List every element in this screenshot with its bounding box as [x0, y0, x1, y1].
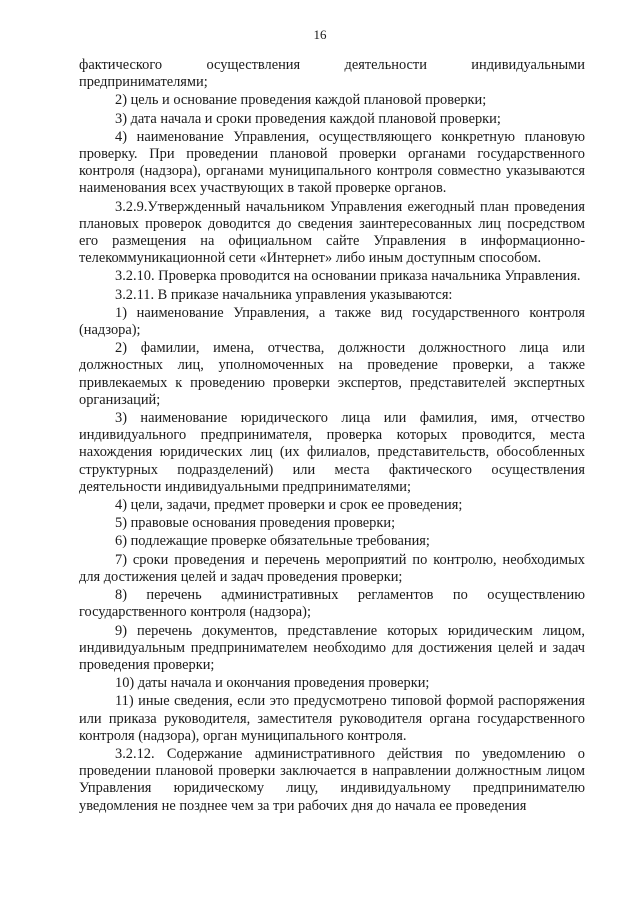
order-item-4: 4) цели, задачи, предмет проверки и срок ее проведения; — [115, 497, 463, 514]
clause-3-2-11: 3.2.11. В приказе начальника управления указываются: — [115, 286, 453, 303]
order-item-1: 1) наименование Управления, а также вид государственного контроля (надзора); — [79, 304, 585, 339]
list-item-3: 3) дата начала и сроки проведения каждой плановой проверки; — [115, 110, 501, 127]
list-item-2: 2) цель и основание проведения каждой плановой проверки; — [115, 92, 487, 109]
clause-3-2-9: 3.2.9.Утвержденный начальником Управления ежегодный план проведения плановых проверок доводится до сведения заинтересованных лиц посредством его размещения на официальном сайте Управления в информационно-телекоммуникационной сети «Интернет» либо иным доступным способом. — [79, 198, 585, 267]
clause-3-2-12: 3.2.12. Содержание административного действия по уведомлению о проведении плановой проверки заключается в направлении должностным лицом Управления юридическому лицу, индивидуальному предпринимателю уведомления не позднее чем за три рабочих дня до начала ее проведения — [79, 745, 585, 814]
order-item-3: 3) наименование юридического лица или фамилия, имя, отчество индивидуального предпринимателя, проверка которых проводится, места нахождения юридических лиц (их филиалов, представительств, обособленных структурных подразделений) или места фактического осуществления деятельности индивидуальными предпринимателями; — [79, 410, 585, 495]
clause-3-2-10: 3.2.10. Проверка проводится на основании приказа начальника Управления. — [115, 268, 581, 285]
order-item-9: 9) перечень документов, представление которых юридическим лицом, индивидуальным предпринимателем необходимо для достижения целей и задач проведения проверки; — [79, 622, 585, 673]
page-number: 16 — [313, 27, 327, 42]
list-item-4: 4) наименование Управления, осуществляющего конкретную плановую проверку. При проведении плановой проверки органами государственного контроля (надзора), органами муниципального контроля совместно указываются наименования всех участвующих в такой проверке органов. — [79, 128, 585, 197]
document-body — [79, 57, 585, 816]
order-item-10: 10) даты начала и окончания проведения проверки; — [115, 675, 430, 692]
order-item-6: 6) подлежащие проверке обязательные требования; — [115, 533, 430, 550]
order-item-11: 11) иные сведения, если это предусмотрено типовой формой распоряжения или приказа руководителя, заместителя руководителя органа государственного контроля (надзора), орган муниципального контроля. — [79, 693, 585, 744]
paragraph-continuation: фактического осуществления деятельности индивидуальными предпринимателями; — [79, 57, 585, 91]
order-item-8: 8) перечень административных регламентов по осуществлению государственного контроля (надзора); — [79, 587, 585, 621]
order-item-5: 5) правовые основания проведения проверки; — [115, 515, 396, 532]
order-item-7: 7) сроки проведения и перечень мероприятий по контролю, необходимых для достижения целей и задач проведения проверки; — [79, 551, 585, 585]
order-item-2: 2) фамилии, имена, отчества, должности должностного лица или должностных лиц, уполномоченных на проведение проверки, а также привлекаемых к проведению проверки экспертов, представителей экспертных организаций; — [79, 340, 585, 408]
